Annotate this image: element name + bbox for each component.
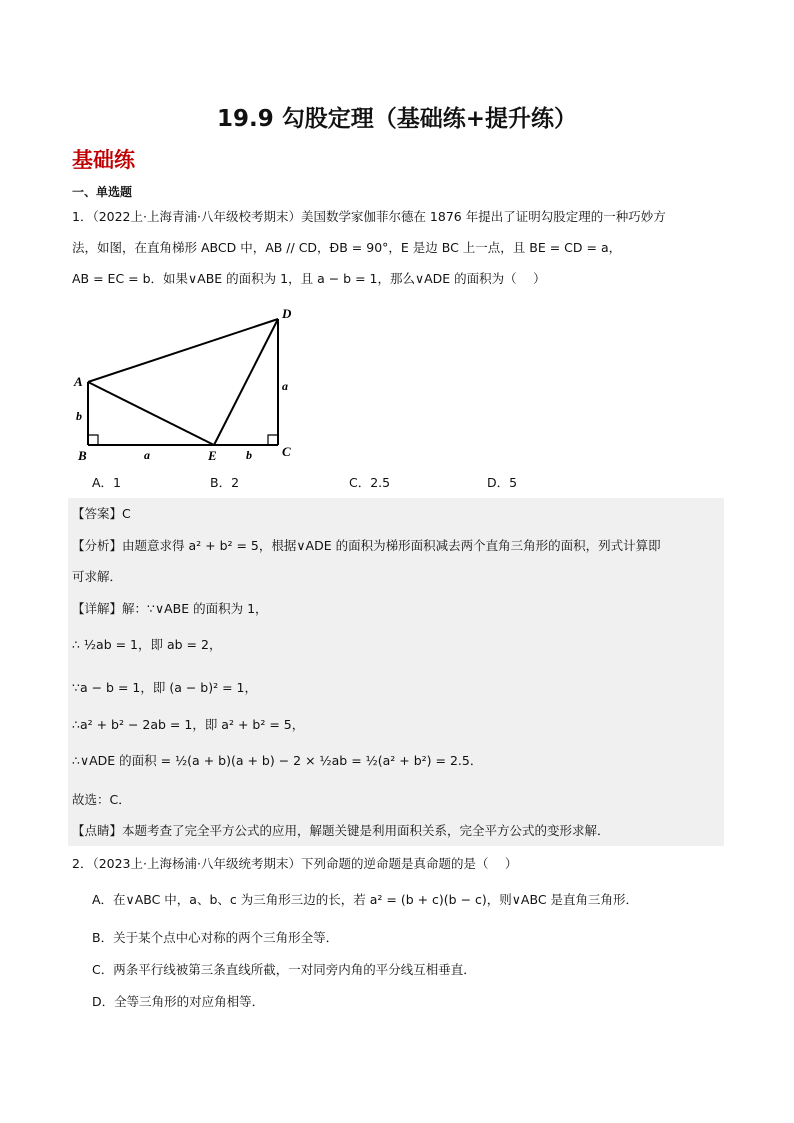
page-title: 19.9 勾股定理（基础练+提升练） [216,106,578,132]
label-a: A [74,374,83,389]
right-angle-mark-c [268,435,278,445]
trapezoid-figure [72,304,312,464]
q1-detail-line-3: ∴a² + b² − 2ab = 1，即 a² + b² = 5， [72,717,305,732]
section-heading: 基础练 [72,148,135,172]
right-angle-mark-b [88,435,98,445]
label-side-b-left: b [76,409,82,423]
label-c: C [282,444,291,459]
segment-ad [88,319,278,382]
q1-answer: 【答案】C [72,506,131,521]
label-e: E [208,448,217,463]
q1-detail-line-4: ∴∨ADE 的面积 = ½(a + b)(a + b) − 2 × ½ab = ½(a² + b²) = 2.5． [72,753,483,768]
q1-detail-line-1: ∴ ½ab = 1，即 ab = 2， [72,637,222,652]
label-side-b-bottom: b [246,448,252,462]
q2-option-c: C．两条平行线被第三条直线所截，一对同旁内角的平分线互相垂直． [92,962,476,977]
q1-option-d: D．5 [487,475,518,490]
q1-stem-line-3: AB = EC = b．如果∨ABE 的面积为 1，且 a − b = 1，那么∨ADE 的面积为（ ） [72,271,546,286]
q1-detail-line-2: ∵a − b = 1，即 (a − b)² = 1， [72,680,257,695]
q1-stem-line-2: 法，如图，在直角梯形 ABCD 中，AB // CD，ÐB = 90°，E 是边 BC 上一点，且 BE = CD = a， [72,240,622,255]
q1-stem-line-1: 1．（2022上·上海青浦·八年级校考期末）美国数学家伽菲尔德在 1876 年提出了证明勾股定理的一种巧妙方 [72,209,666,224]
q2-stem: 2．（2023上·上海杨浦·八年级统考期末）下列命题的逆命题是真命题的是（ ） [72,856,518,871]
label-d: D [282,306,292,321]
q1-detail-line-0: 【详解】解：∵∨ABE 的面积为 1， [72,601,268,616]
q1-comment: 【点睛】本题考查了完全平方公式的应用，解题关键是利用面积关系，完全平方公式的变形求解． [72,823,610,838]
q1-analysis-line-2: 可求解． [72,569,123,584]
q2-option-a: A．在∨ABC 中，a、b、c 为三角形三边的长，若 a² = (b + c)(b − c)，则∨ABC 是直角三角形． [92,892,639,907]
q1-option-b: B．2 [210,475,240,490]
label-b: B [78,448,87,463]
label-side-a-bottom: a [144,448,150,462]
q1-option-a: A．1 [92,475,122,490]
segment-ae [88,382,214,445]
q1-option-c: C．2.5 [349,475,391,490]
subsection-heading: 一、单选题 [72,185,133,199]
q2-option-d: D．全等三角形的对应角相等． [92,994,265,1009]
q1-analysis-line-1: 【分析】由题意求得 a² + b² = 5，根据∨ADE 的面积为梯形面积减去两个直角三角形的面积，列式计算即 [72,538,661,553]
q1-choice: 故选：C． [72,792,131,807]
q2-option-b: B．关于某个点中心对称的两个三角形全等． [92,930,339,945]
label-side-a-right: a [282,379,288,393]
